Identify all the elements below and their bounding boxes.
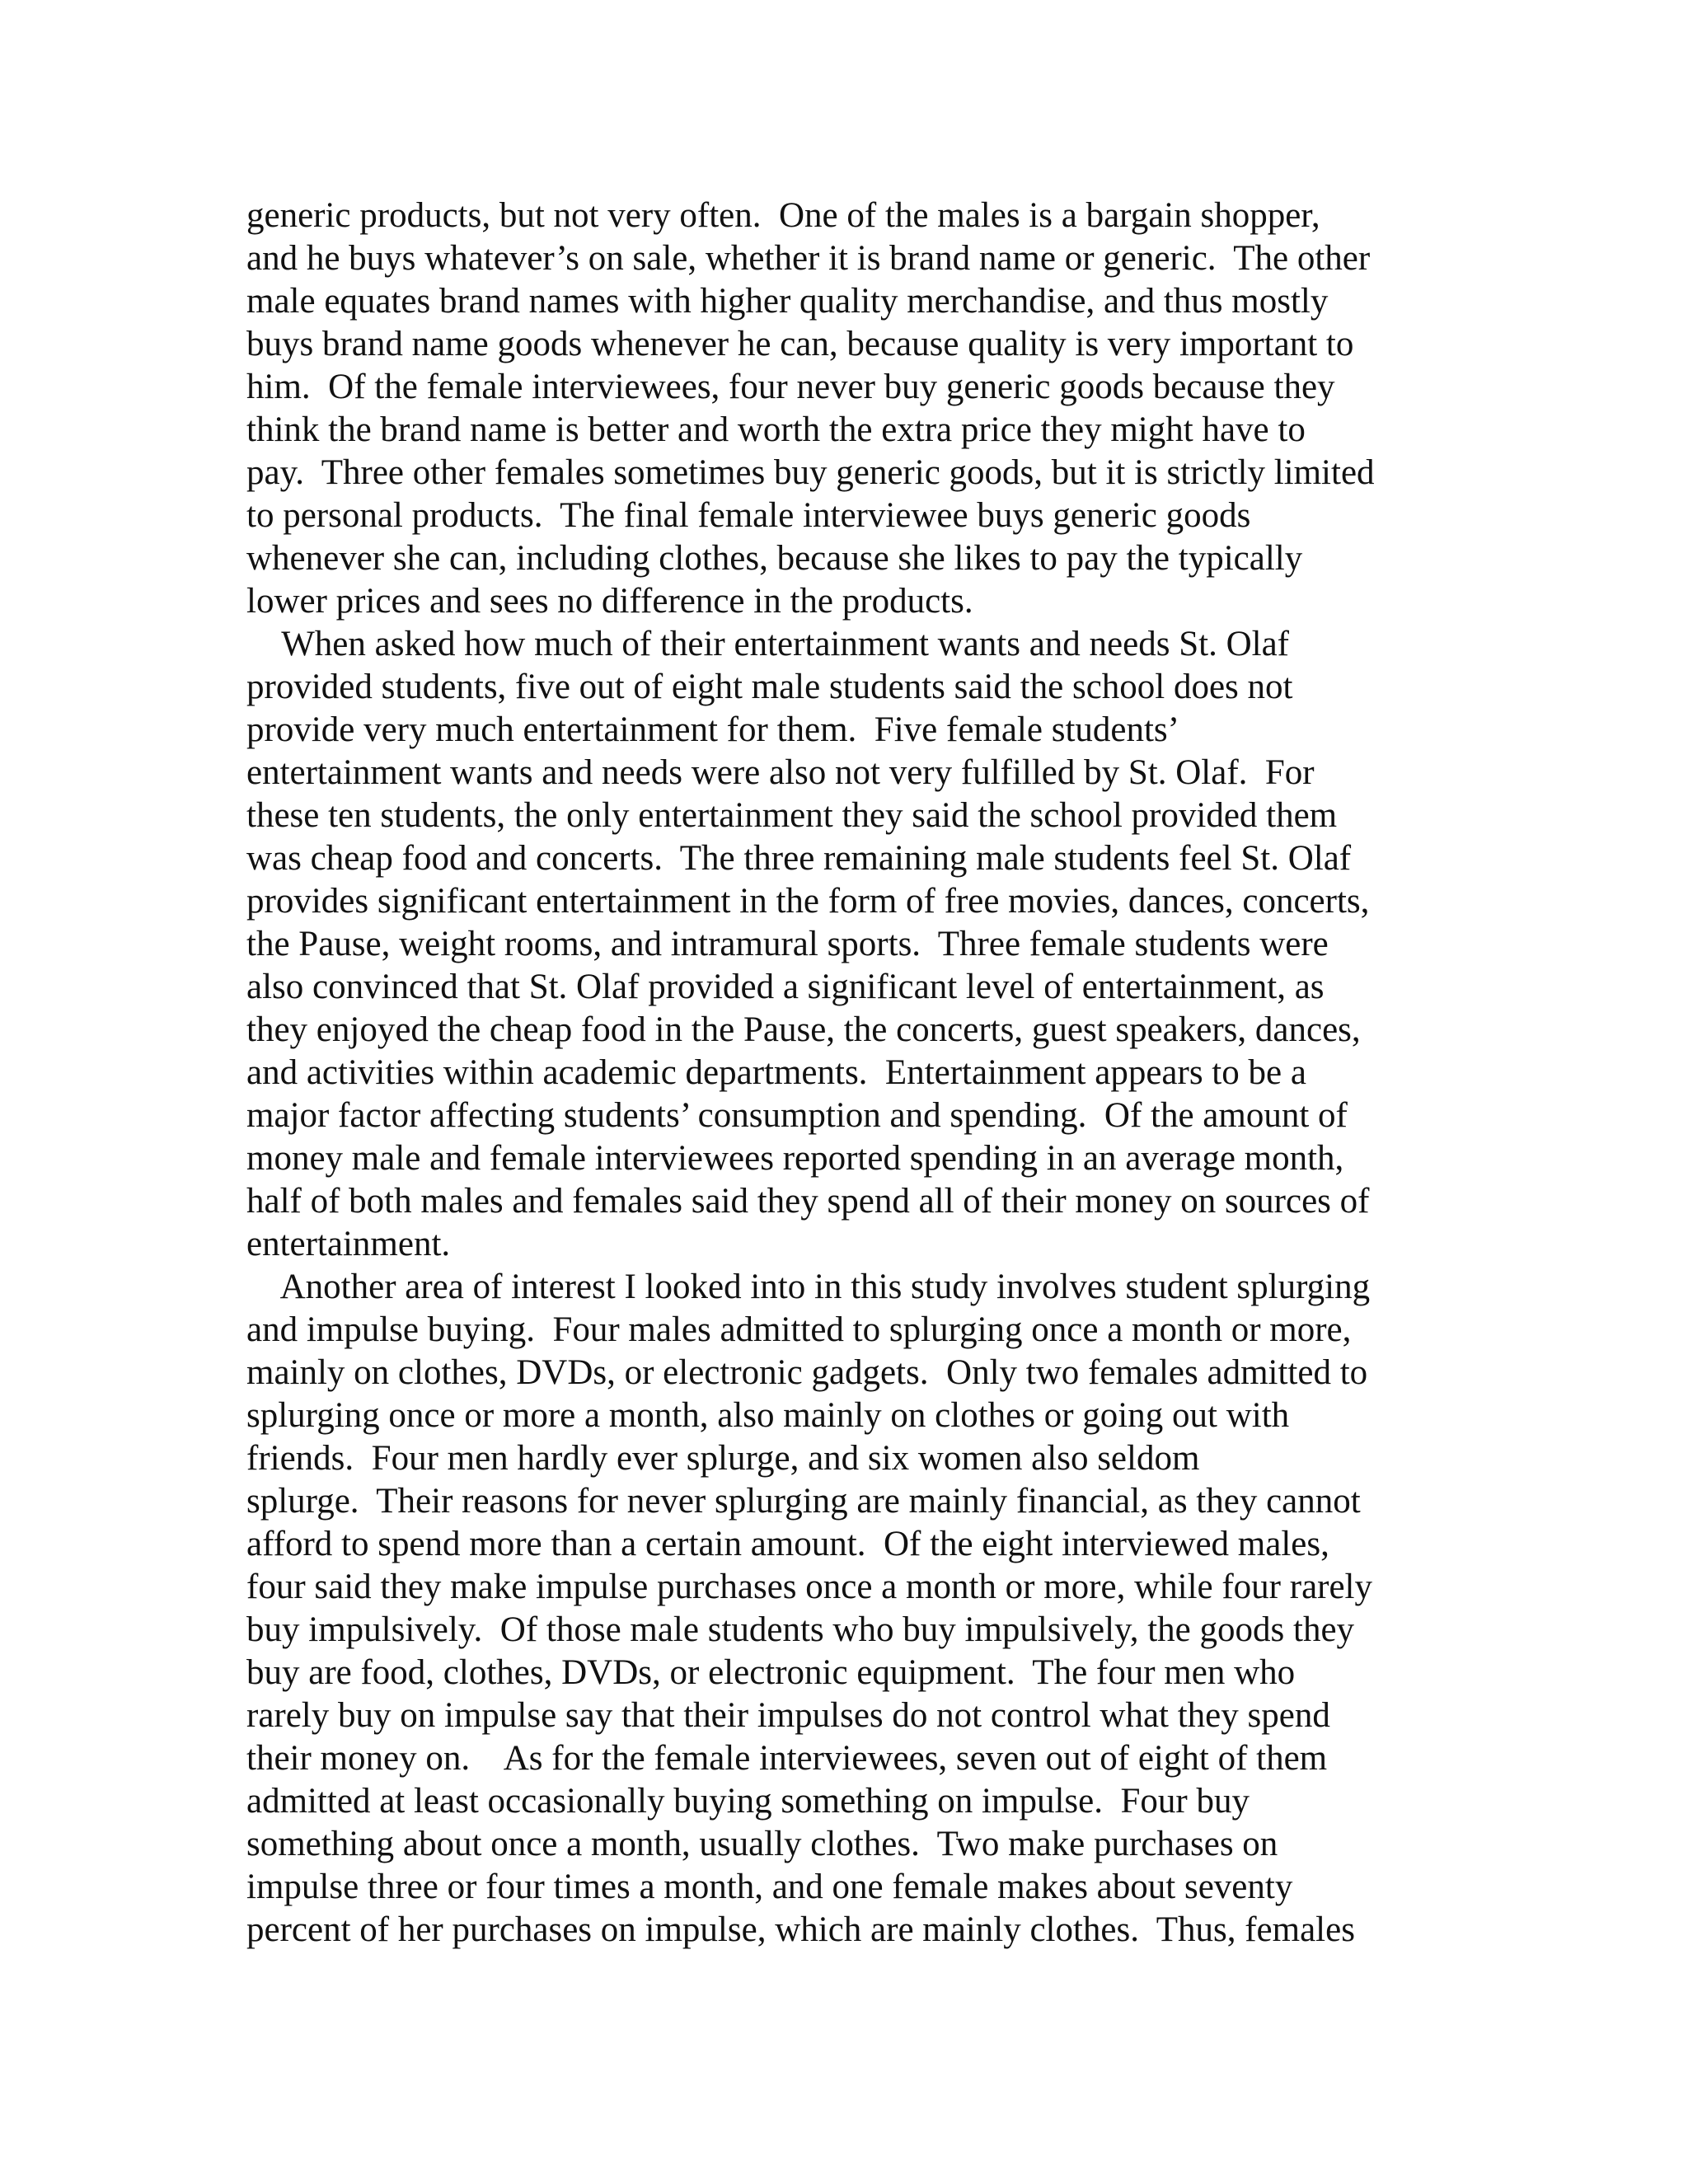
text-line: think the brand name is better and worth the extra price they might have to [246,410,1306,449]
text-line: and impulse buying. Four males admitted to splurging once a month or more, [246,1310,1352,1349]
text-line: major factor affecting students’ consumption and spending. Of the amount of [246,1096,1348,1135]
text-line: afford to spend more than a certain amount. Of the eight interviewed males, [246,1525,1329,1563]
text-line: money male and female interviewees reported spending in an average month, [246,1139,1344,1178]
text-line: lower prices and sees no difference in the products. [246,582,973,621]
text-line: to personal products. The final female interviewee buys generic goods [246,496,1251,535]
text-line: also convinced that St. Olaf provided a significant level of entertainment, as [246,968,1325,1006]
text-line: half of both males and females said they spend all of their money on sources of [246,1182,1370,1221]
text-line: provided students, five out of eight male students said the school does not [246,668,1293,706]
text-line: impulse three or four times a month, and one female makes about seventy [246,1868,1293,1906]
text-line: When asked how much of their entertainment wants and needs St. Olaf [246,625,1289,663]
text-line: was cheap food and concerts. The three remaining male students feel St. Olaf [246,839,1352,878]
text-line: pay. Three other females sometimes buy generic goods, but it is strictly limited [246,453,1375,492]
text-line: entertainment. [246,1225,451,1263]
text-line: him. Of the female interviewees, four never buy generic goods because they [246,368,1335,406]
body-text [246,194,1442,1952]
text-line: splurging once or more a month, also mainly on clothes or going out with [246,1396,1290,1435]
text-line: and activities within academic departments. Entertainment appears to be a [246,1053,1306,1092]
text-line: something about once a month, usually clothes. Two make purchases on [246,1825,1278,1863]
text-line: provide very much entertainment for them. Five female students’ [246,710,1179,749]
text-line: whenever she can, including clothes, because she likes to pay the typically [246,539,1303,578]
text-line: these ten students, the only entertainment they said the school provided them [246,796,1338,835]
text-line: and he buys whatever’s on sale, whether it is brand name or generic. The other [246,239,1371,278]
text-line: male equates brand names with higher quality merchandise, and thus mostly [246,282,1329,321]
text-line: buy impulsively. Of those male students who buy impulsively, the goods they [246,1610,1355,1649]
text-line: buy are food, clothes, DVDs, or electronic equipment. The four men who [246,1653,1296,1692]
text-line: friends. Four men hardly ever splurge, and six women also seldom [246,1439,1200,1478]
text-line: mainly on clothes, DVDs, or electronic gadgets. Only two females admitted to [246,1353,1368,1392]
text-line: entertainment wants and needs were also not very fulfilled by St. Olaf. For [246,753,1315,792]
text-line: the Pause, weight rooms, and intramural sports. Three female students were [246,925,1329,963]
text-line: buys brand name goods whenever he can, because quality is very important to [246,325,1354,363]
text-line: Another area of interest I looked into in this study involves student splurging [246,1268,1371,1306]
text-line: they enjoyed the cheap food in the Pause, the concerts, guest speakers, dances, [246,1010,1361,1049]
text-line: percent of her purchases on impulse, which are mainly clothes. Thus, females [246,1910,1355,1949]
text-line: their money on. As for the female interviewees, seven out of eight of them [246,1739,1328,1778]
text-line: four said they make impulse purchases once a month or more, while four rarely [246,1568,1373,1606]
text-line: splurge. Their reasons for never splurging are mainly financial, as they cannot [246,1482,1361,1521]
text-line: provides significant entertainment in the form of free movies, dances, concerts, [246,882,1370,921]
text-line: generic products, but not very often. One of the males is a bargain shopper, [246,196,1320,235]
text-line: rarely buy on impulse say that their impulses do not control what they spend [246,1696,1330,1735]
text-line: admitted at least occasionally buying something on impulse. Four buy [246,1782,1250,1821]
